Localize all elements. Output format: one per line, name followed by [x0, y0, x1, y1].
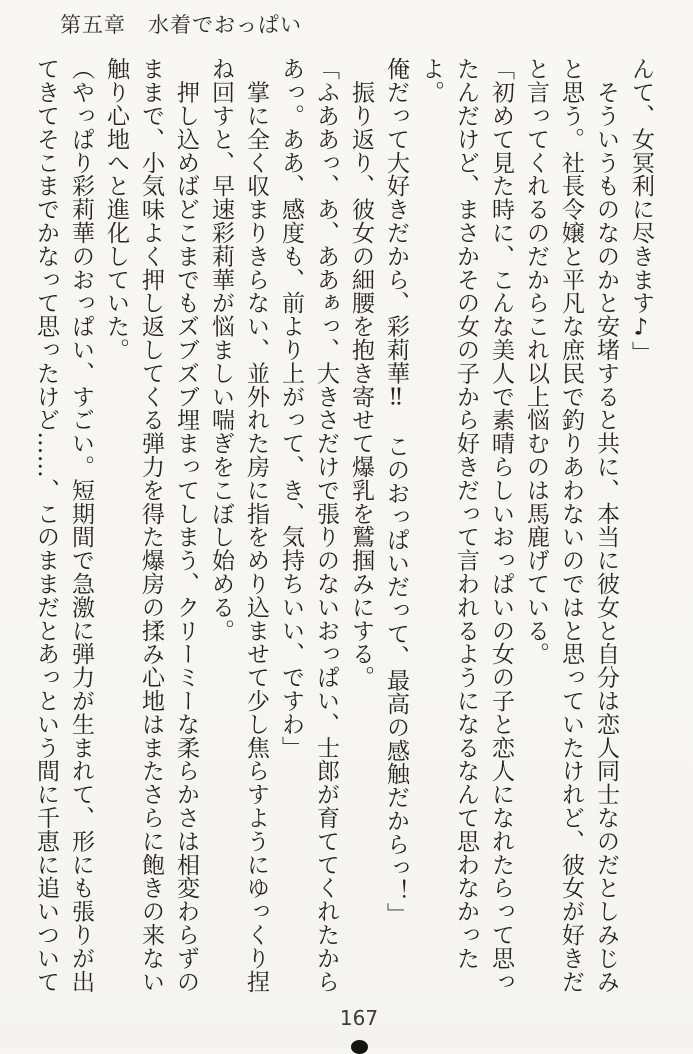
- chapter-label: 第五章: [60, 13, 126, 37]
- text-line: ね回すと、早速彩莉華が悩ましい喘ぎをこぼし始める。: [208, 57, 234, 642]
- text-line: たんだけど、まさかその女の子から好きだって言われるようになるなんて思わなかったよ。: [418, 57, 479, 970]
- text-line: 振り返り、彼女の細腰を抱き寄せて爆乳を鷲掴みにする。: [348, 57, 374, 689]
- vertical-text: [28, 57, 658, 993]
- chapter-header: [60, 9, 302, 39]
- text-line: と言ってくれるのだからこれ以上悩むのは馬鹿げている。: [523, 57, 549, 666]
- text-line: てきてそこまでかなって思ったけど……、このままだとあっという間に千恵に追いついて: [33, 57, 59, 993]
- text-line: 触り心地へと進化していた。: [103, 57, 129, 362]
- text-line: 俺だって大好きだから、彩莉華‼ このおっぱいだって、最高の感触だからっ！」: [383, 57, 409, 926]
- text-line: 掌に全く収まりきらない、並外れた房に指をめり込ませて少し焦らすようにゆっくり捏: [243, 57, 269, 993]
- page-number: 167: [339, 1006, 379, 1030]
- text-line: んて、女冥利に尽きます♪」: [628, 57, 654, 365]
- text-line: （やっぱり彩莉華のおっぱい、すごい。短期間で急激に弾力が生まれて、形にも張りが出: [68, 57, 94, 993]
- chapter-title: 水着でおっぱい: [148, 13, 302, 37]
- text-line: あっ。ああ、感度も、前より上がって、き、気持ちいい、ですわ」: [278, 57, 304, 759]
- text-line: ままで、小気味よく押し返してくる弾力を得た爆房の揉み心地はまたさらに飽きの来ない: [138, 57, 164, 993]
- text-line: 押し込めばどこまでもズブズブ埋まってしまう、クリーミーな柔らかさは相変わらずの: [173, 57, 199, 993]
- text-line: そういうものなのかと安堵すると共に、本当に彼女と自分は恋人同士なのだとしみじみ: [593, 57, 619, 993]
- text-line: 「初めて見た時に、こんな美人で素晴らしいおっぱいの女の子と恋人になれたらって思っ: [488, 57, 514, 993]
- text-line: と思う。社長令嬢と平凡な庶民で釣りあわないのではと思っていたけれど、彼女が好きだ: [558, 57, 584, 993]
- nav-dot-icon: [351, 1040, 368, 1054]
- text-line: 「ふああっ、あ、ああぁっ、大きさだけで張りのないおっぱい、士郎が育ててくれたから: [313, 57, 339, 993]
